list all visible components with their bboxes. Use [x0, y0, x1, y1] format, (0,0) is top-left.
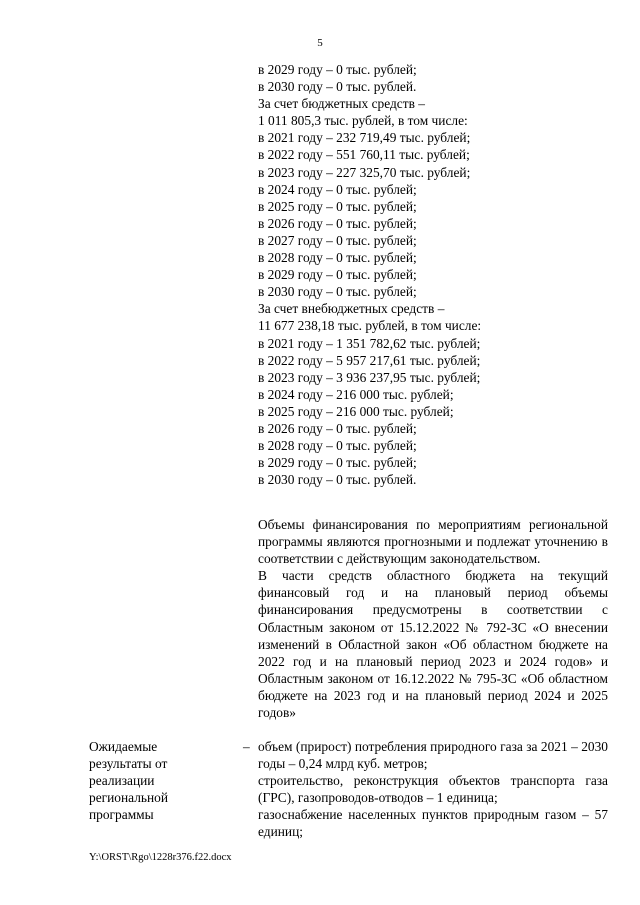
- funding-line: 11 677 238,18 тыс. рублей, в том числе:: [258, 318, 482, 334]
- funding-line: в 2024 году – 216 000 тыс. рублей;: [258, 386, 454, 402]
- note-paragraph: В части средств областного бюджета на текущий финансовый год и на плановый период объемы финансирования предусмотрены в соответствии с Областным законом от 15.12.2022 № 792-ЗС «О внесении изменений в Областной закон «Об областном бюджете на 2022 год и на плановый период 2023 и 2024 годов» и Областным законом от 16.12.2022 № 795-ЗС «Об областном бюджете на 2023 год и на плановый период 2024 и 2025 годов»: [258, 568, 608, 721]
- funding-line: в 2022 году – 551 760,11 тыс. рублей;: [258, 147, 470, 163]
- funding-line: в 2021 году – 1 351 782,62 тыс. рублей;: [258, 335, 481, 351]
- funding-line: За счет внебюджетных средств –: [258, 301, 445, 317]
- funding-line: в 2025 году – 216 000 тыс. рублей;: [258, 403, 454, 419]
- funding-line: в 2025 году – 0 тыс. рублей;: [258, 198, 417, 214]
- note-paragraph: Объемы финансирования по мероприятиям региональной программы являются прогнозными и подлежат уточнению в соответствии с действующим законодательством.: [258, 517, 608, 567]
- funding-notes: [258, 516, 608, 721]
- funding-line: в 2028 году – 0 тыс. рублей;: [258, 438, 417, 454]
- result-item: строительство, реконструкция объектов транспорта газа (ГРС), газопроводов-отводов – 1 единица;: [258, 773, 608, 806]
- funding-line: в 2027 году – 0 тыс. рублей;: [258, 232, 417, 248]
- funding-line: в 2030 году – 0 тыс. рублей.: [258, 472, 417, 488]
- funding-line: в 2022 году – 5 957 217,61 тыс. рублей;: [258, 352, 481, 368]
- funding-line: в 2029 году – 0 тыс. рублей;: [258, 62, 417, 77]
- result-item: газоснабжение населенных пунктов природным газом – 57 единиц;: [258, 807, 608, 840]
- result-item: объем (прирост) потребления природного газа за 2021 – 2030 годы – 0,24 млрд куб. метров;: [258, 739, 608, 772]
- label-dash: –: [243, 739, 250, 754]
- expected-results-list: [258, 738, 608, 841]
- funding-breakdown: [258, 61, 608, 488]
- funding-line: в 2030 году – 0 тыс. рублей;: [258, 284, 417, 300]
- funding-line: в 2026 году – 0 тыс. рублей;: [258, 215, 417, 231]
- funding-line: За счет бюджетных средств –: [258, 96, 425, 112]
- funding-line: в 2023 году – 3 936 237,95 тыс. рублей;: [258, 369, 481, 385]
- funding-line: в 2026 году – 0 тыс. рублей;: [258, 420, 417, 436]
- footer-file-path: Y:\ORST\Rgo\1228r376.f22.docx: [89, 852, 232, 863]
- funding-line: 1 011 805,3 тыс. рублей, в том числе:: [258, 113, 468, 129]
- page-number: 5: [317, 37, 323, 49]
- funding-line: в 2024 году – 0 тыс. рублей;: [258, 181, 417, 197]
- funding-line: в 2029 году – 0 тыс. рублей;: [258, 455, 417, 471]
- funding-line: в 2030 году – 0 тыс. рублей.: [258, 79, 417, 95]
- expected-results-label: Ожидаемые результаты от реализации региональной программы: [89, 739, 169, 823]
- funding-line: в 2023 году – 227 325,70 тыс. рублей;: [258, 164, 471, 180]
- funding-line: в 2028 году – 0 тыс. рублей;: [258, 250, 417, 266]
- funding-line: в 2021 году – 232 719,49 тыс. рублей;: [258, 130, 471, 146]
- funding-line: в 2029 году – 0 тыс. рублей;: [258, 267, 417, 283]
